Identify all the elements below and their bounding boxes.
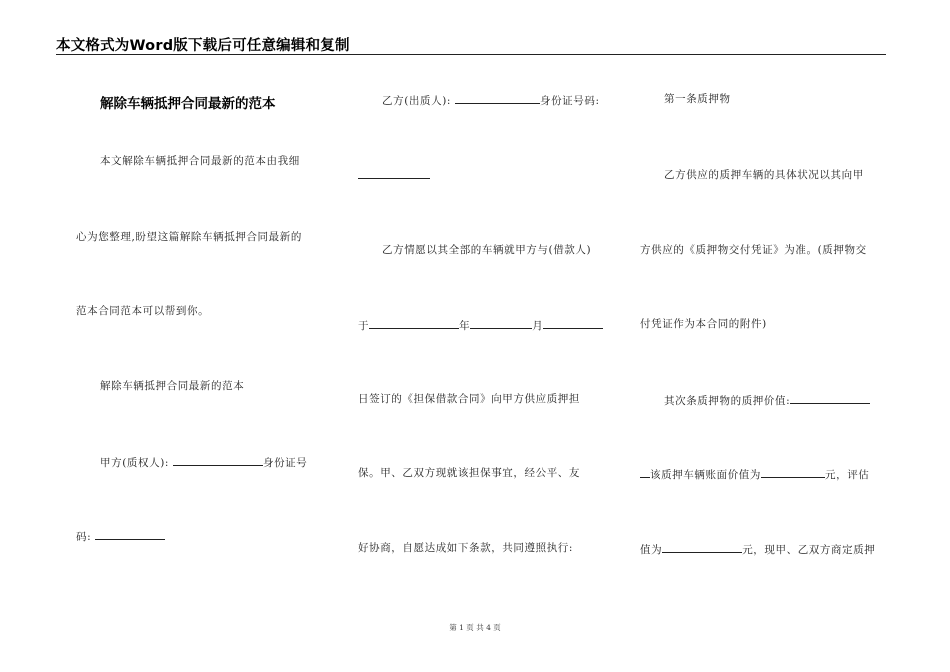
assessed-value-line bbox=[640, 541, 875, 557]
yuan-eval-label: 元，评估 bbox=[825, 469, 870, 481]
vehicle-line-2: 方供应的《质押物交付凭证》为准。(质押物交 bbox=[640, 244, 867, 256]
code-label: 码: bbox=[76, 531, 92, 543]
party-b-id-blank bbox=[358, 178, 430, 179]
signed-line: 日签订的《担保借款合同》向甲方供应质押担 bbox=[358, 393, 580, 405]
face-value-blank bbox=[761, 466, 825, 478]
vehicle-line-3: 付凭证作为本合同的附件) bbox=[640, 318, 767, 330]
code-blank bbox=[95, 528, 165, 540]
month-blank bbox=[470, 317, 532, 329]
article-1-heading: 第一条质押物 bbox=[664, 93, 731, 105]
party-a-label: 甲方(质权人): bbox=[100, 457, 170, 469]
party-b-line bbox=[382, 92, 600, 108]
party-a-line bbox=[100, 454, 307, 470]
party-a-name-blank bbox=[173, 454, 263, 466]
value-label: 其次条质押物的质押价值: bbox=[664, 395, 791, 407]
intro-line-2: 心为您整理,盼望这篇解除车辆抵押合同最新的 bbox=[76, 231, 302, 243]
value-blank bbox=[790, 392, 870, 404]
date-prefix: 于 bbox=[358, 320, 370, 332]
face-value-lead-blank bbox=[640, 466, 650, 478]
face-value-label: 该质押车辆账面价值为 bbox=[650, 469, 761, 481]
page-footer: 第 1 页 共 4 页 bbox=[449, 623, 501, 632]
document-banner: 本文格式为Word版下载后可任意编辑和复制 bbox=[56, 38, 350, 54]
party-b-id-label: 身份证号码: bbox=[539, 95, 600, 107]
guarantee-line: 保。甲、乙双方现就该担保事宜，经公平、友 bbox=[358, 467, 580, 479]
yuan-agree-label: 元，现甲、乙双方商定质押 bbox=[742, 544, 876, 556]
day-blank bbox=[543, 317, 603, 329]
intro-line-3: 范本合同范本可以帮到你。 bbox=[76, 305, 210, 317]
vehicle-line-1: 乙方供应的质押车辆的具体状况以其向甲 bbox=[664, 169, 864, 181]
year-label: 年 bbox=[459, 320, 471, 332]
subtitle: 解除车辆抵押合同最新的范本 bbox=[100, 380, 245, 392]
assessed-value-blank bbox=[662, 541, 742, 553]
negotiate-line: 好协商，自愿达成如下条款，共同遵照执行: bbox=[358, 542, 574, 554]
code-line bbox=[76, 528, 165, 544]
willing-line: 乙方情愿以其全部的车辆就甲方与(借款人) bbox=[382, 244, 592, 256]
month-label: 月 bbox=[532, 320, 544, 332]
value-is-label: 值为 bbox=[640, 544, 663, 556]
document-title: 解除车辆抵押合同最新的范本 bbox=[100, 96, 276, 112]
face-value-line bbox=[640, 466, 869, 482]
party-b-name-blank bbox=[455, 92, 540, 104]
date-line bbox=[358, 317, 603, 333]
party-b-label: 乙方(出质人): bbox=[382, 95, 452, 107]
banner-divider bbox=[56, 54, 886, 55]
value-line bbox=[664, 392, 870, 408]
party-a-id-label: 身份证号 bbox=[262, 457, 308, 469]
intro-line-1: 本文解除车辆抵押合同最新的范本由我细 bbox=[100, 155, 300, 167]
year-blank bbox=[369, 317, 459, 329]
